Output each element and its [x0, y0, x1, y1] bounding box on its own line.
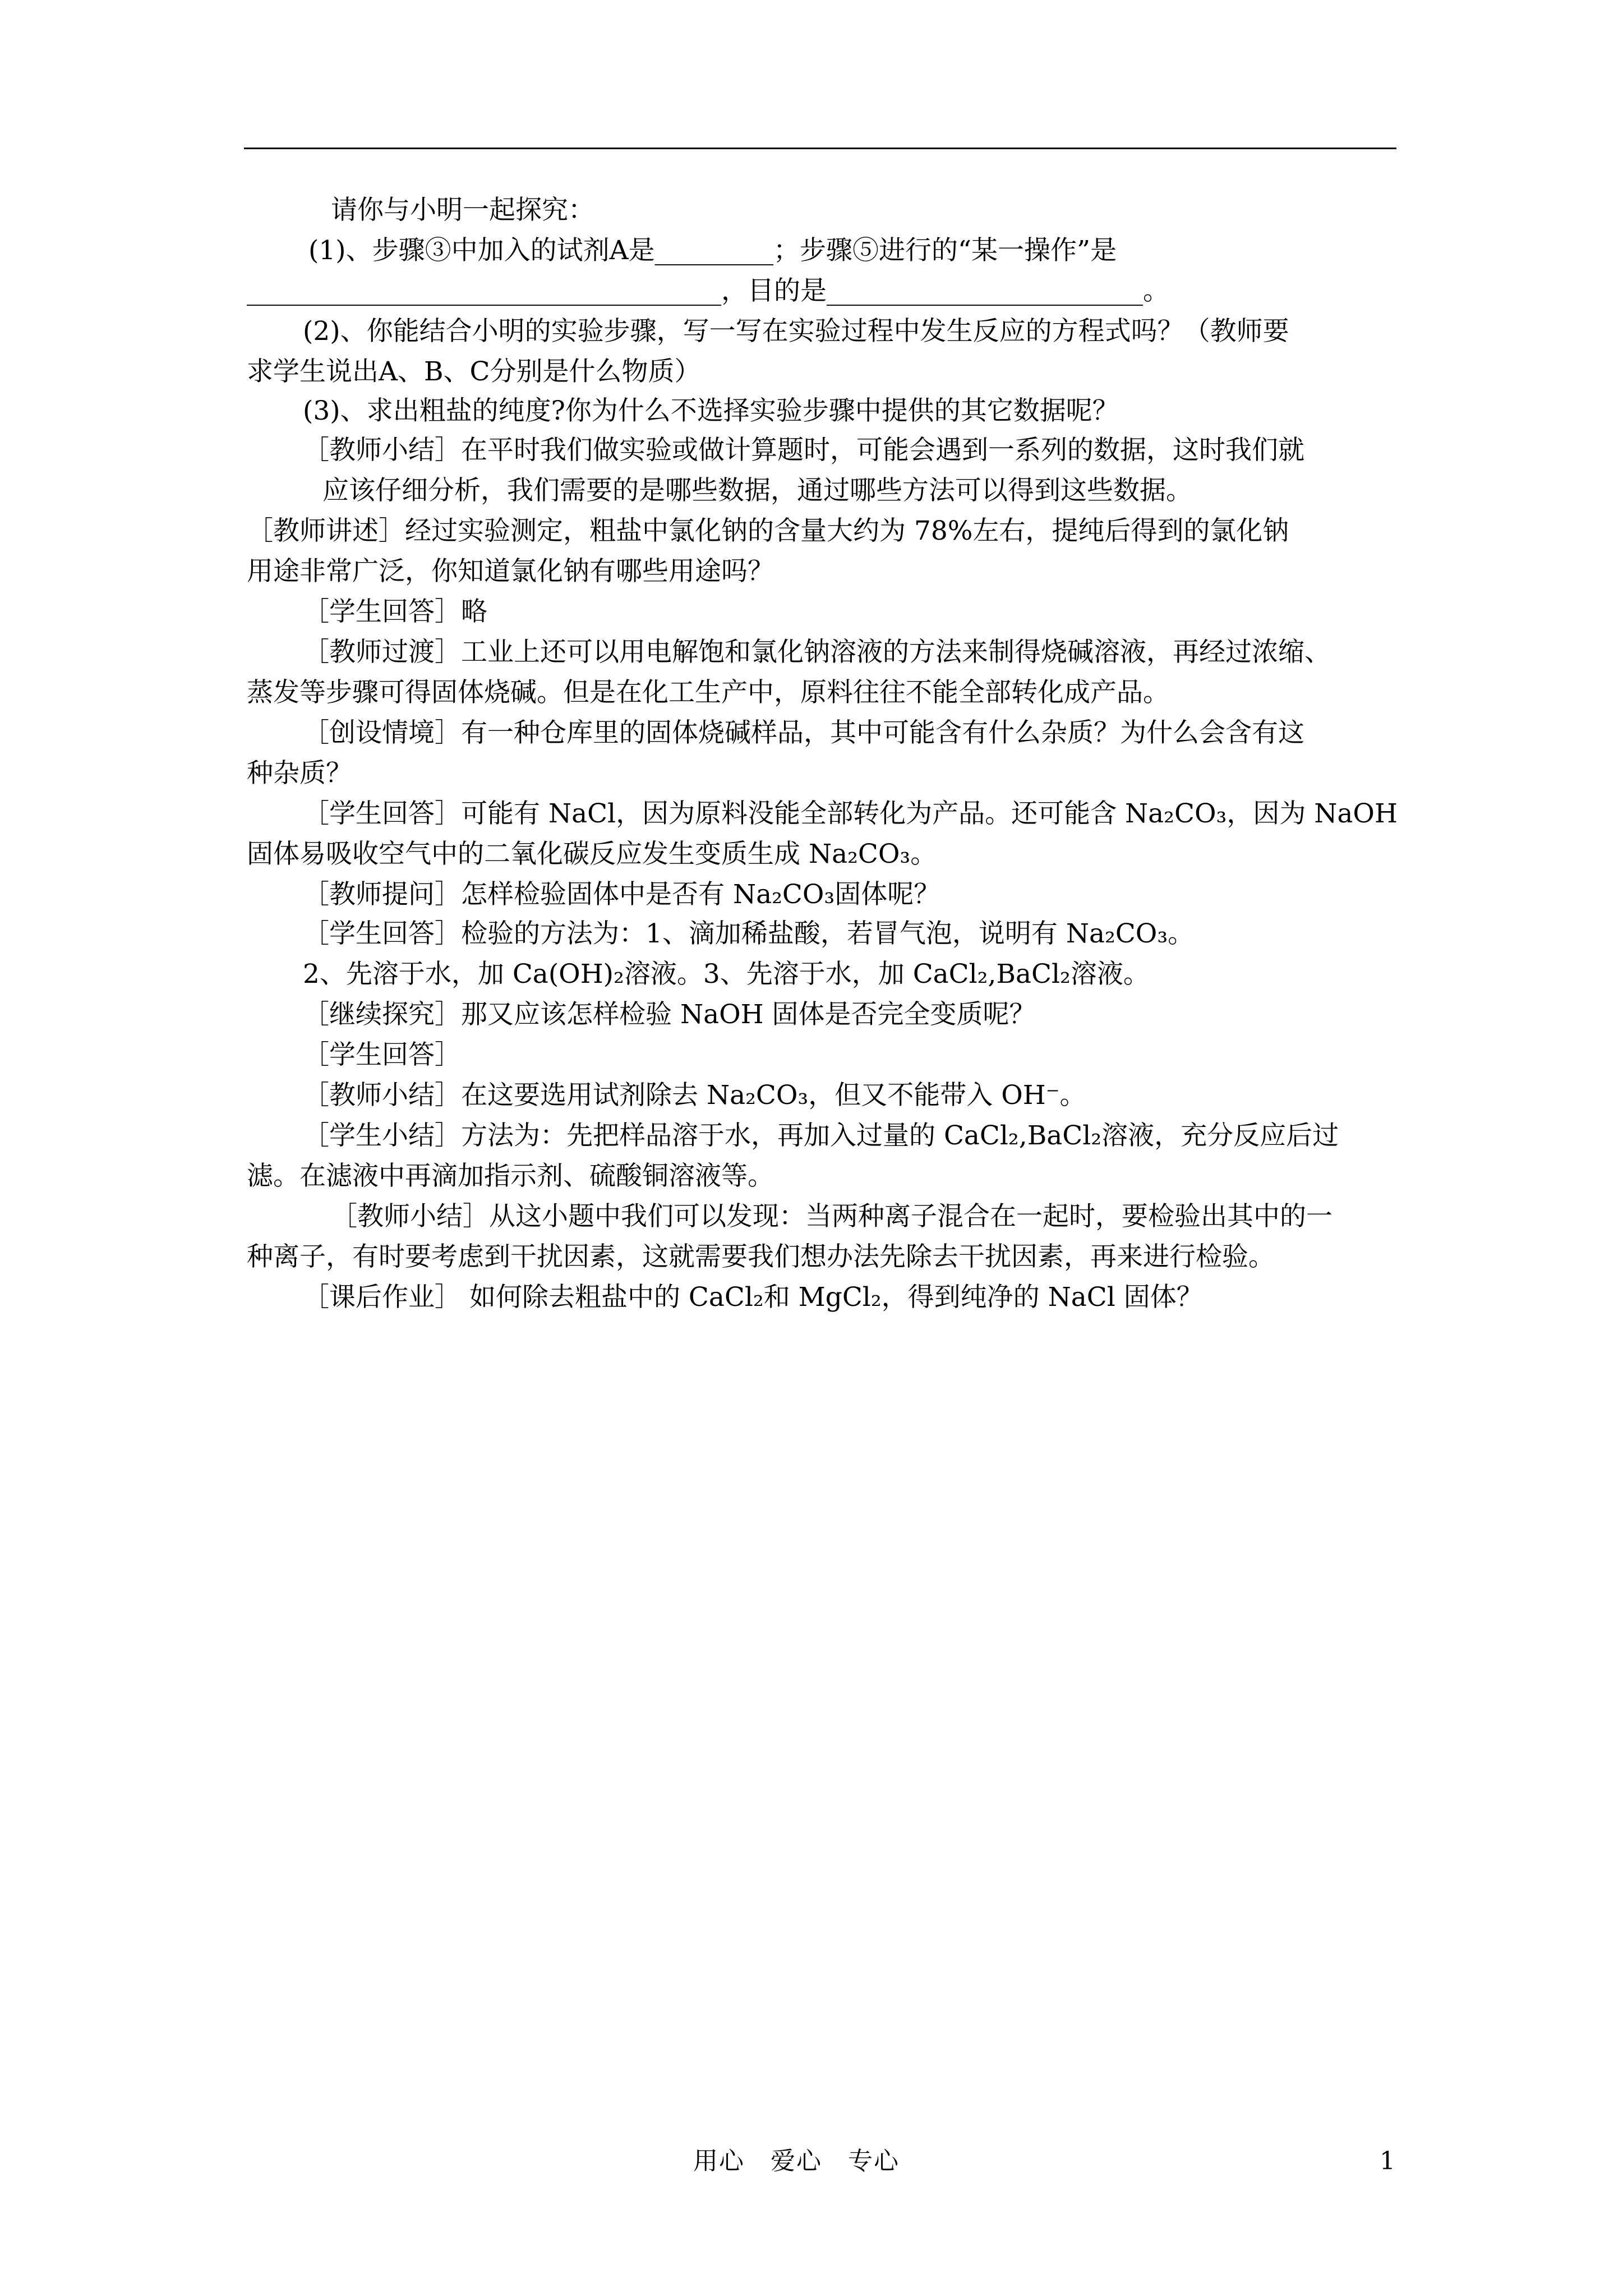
teacher-summary-1-line-2: 应该仔细分析，我们需要的是哪些数据，通过哪些方法可以得到这些数据。	[322, 475, 1192, 506]
question-2-line-1: (2)、你能结合小明的实验步骤，写一写在实验过程中发生反应的方程式吗？（教师要	[303, 316, 1289, 347]
scenario-line-1: ［创设情境］有一种仓库里的固体烧碱样品，其中可能含有什么杂质？为什么会含有这	[303, 717, 1304, 748]
question-1-line-2: ____________________________________，目的是________________________。	[247, 275, 1169, 306]
question-1-line-1: (1)、步骤③中加入的试剂A是_________；步骤⑤进行的“某一操作”是	[308, 235, 1117, 266]
paragraph-intro: 请你与小明一起探究：	[331, 195, 594, 226]
header-rule	[244, 148, 1396, 149]
teacher-transition-line-1: ［教师过渡］工业上还可以用电解饱和氯化钠溶液的方法来制得烧碱溶液，再经过浓缩、	[303, 637, 1331, 668]
teacher-summary-1-line-1: ［教师小结］在平时我们做实验或做计算题时，可能会遇到一系列的数据，这时我们就	[303, 435, 1304, 466]
teacher-summary-3-line-1: ［教师小结］从这小题中我们可以发现：当两种离子混合在一起时，要检验出其中的一	[331, 1201, 1332, 1232]
footer-text: 用心 爱心 专心	[693, 2147, 900, 2175]
teacher-lecture-line-1: ［教师讲述］经过实验测定，粗盐中氯化钠的含量大约为 78%左右，提纯后得到的氯化钠	[247, 516, 1289, 546]
teacher-summary-3-line-2: 种离子，有时要考虑到干扰因素，这就需要我们想办法先除去干扰因素，再来进行检验。	[247, 1241, 1275, 1272]
question-2-line-2: 求学生说出A、B、C分别是什么物质）	[247, 356, 701, 387]
teacher-question: ［教师提问］怎样检验固体中是否有 Na₂CO₃固体呢？	[303, 879, 940, 910]
teacher-summary-2: ［教师小结］在这要选用试剂除去 Na₂CO₃，但又不能带入 OH⁻。	[303, 1080, 1086, 1111]
student-answer-1: ［学生回答］略	[303, 596, 487, 627]
student-answer-2-line-1: ［学生回答］可能有 NaCl，因为原料没能全部转化为产品。还可能含 Na₂CO₃，因为 NaOH	[303, 798, 1398, 829]
student-answer-3-line-2: 2、先溶于水，加 Ca(OH)₂溶液。3、先溶于水，加 CaCl₂,BaCl₂溶液。	[303, 959, 1150, 990]
page-number: 1	[1380, 2147, 1395, 2175]
continue-explore: ［继续探究］那又应该怎样检验 NaOH 固体是否完全变质呢？	[303, 999, 1036, 1030]
teacher-transition-line-2: 蒸发等步骤可得固体烧碱。但是在化工生产中，原料往往不能全部转化成产品。	[247, 677, 1169, 708]
student-summary-line-2: 滤。在滤液中再滴加指示剂、硫酸铜溶液等。	[247, 1161, 774, 1191]
question-3: (3)、求出粗盐的纯度?你为什么不选择实验步骤中提供的其它数据呢？	[303, 395, 1119, 426]
student-summary-line-1: ［学生小结］方法为：先把样品溶于水，再加入过量的 CaCl₂,BaCl₂溶液，充分反应后过	[303, 1120, 1339, 1151]
student-answer-3-line-1: ［学生回答］检验的方法为：1、滴加稀盐酸，若冒气泡，说明有 Na₂CO₃。	[303, 918, 1195, 949]
student-answer-2-line-2: 固体易吸收空气中的二氧化碳反应发生变质生成 Na₂CO₃。	[247, 839, 937, 869]
scenario-line-2: 种杂质？	[247, 758, 352, 789]
student-answer-4: ［学生回答］	[303, 1039, 461, 1070]
homework: ［课后作业］ 如何除去粗盐中的 CaCl₂和 MgCl₂，得到纯净的 NaCl 固体？	[303, 1282, 1203, 1313]
teacher-lecture-line-2: 用途非常广泛，你知道氯化钠有哪些用途吗？	[247, 556, 774, 587]
